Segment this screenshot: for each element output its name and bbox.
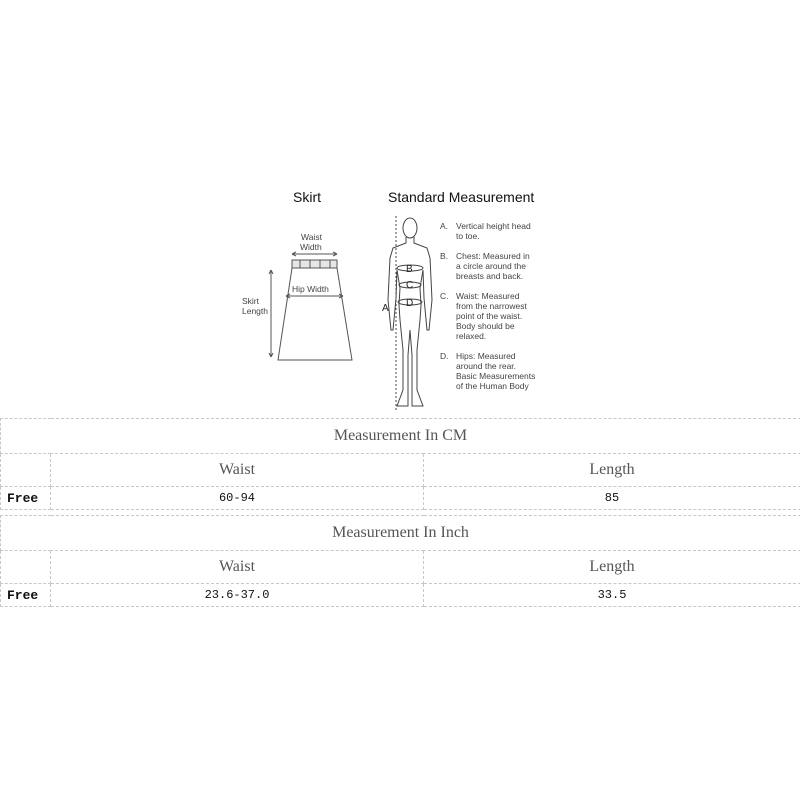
table-header-row	[1, 551, 800, 584]
svg-text:A.: A.	[440, 221, 449, 231]
svg-text:to toe.: to toe.	[456, 231, 480, 241]
table-row	[1, 584, 800, 607]
table-title-row	[1, 419, 800, 454]
skirt-length-label-1: Skirt	[242, 296, 259, 306]
length-value: 85	[424, 487, 800, 510]
table-row	[1, 487, 800, 510]
table-title: Measurement In CM	[1, 419, 800, 454]
svg-text:a circle around the: a circle around the	[456, 261, 526, 271]
body-letter-a: A	[382, 303, 389, 314]
header-waist: Waist	[51, 454, 424, 487]
svg-text:Hips: Measured: Hips: Measured	[456, 351, 516, 361]
table-title-row	[1, 516, 800, 551]
notes-a	[440, 221, 531, 241]
hip-width-label: Hip Width	[292, 284, 329, 294]
size-table-cm	[0, 418, 800, 510]
skirt-length-label-2: Length	[242, 306, 268, 316]
header-length: Length	[424, 551, 800, 584]
svg-text:C.: C.	[440, 291, 449, 301]
size-table-inch	[0, 515, 800, 607]
svg-text:Basic Measurements: Basic Measurements	[456, 371, 536, 381]
svg-text:B.: B.	[440, 251, 449, 261]
header-waist: Waist	[51, 551, 424, 584]
notes-c	[440, 291, 527, 341]
table-header-row	[1, 454, 800, 487]
svg-text:relaxed.: relaxed.	[456, 331, 487, 341]
measurement-illustration	[200, 180, 600, 415]
header-length: Length	[424, 454, 800, 487]
body-letter-c: C	[406, 280, 414, 291]
skirt-drawing	[269, 252, 352, 360]
waist-value: 23.6-37.0	[51, 584, 424, 607]
table-title: Measurement In Inch	[1, 516, 800, 551]
size-label: Free	[1, 584, 51, 607]
waist-width-label-1: Waist	[301, 232, 322, 242]
svg-text:from the narrowest: from the narrowest	[456, 301, 527, 311]
waist-value: 60-94	[51, 487, 424, 510]
svg-text:Chest: Measured in: Chest: Measured in	[456, 251, 530, 261]
svg-text:Vertical height head: Vertical height head	[456, 221, 531, 231]
body-letter-d: D	[406, 298, 414, 309]
length-value: 33.5	[424, 584, 800, 607]
size-label: Free	[1, 487, 51, 510]
standard-measurement-title: Standard Measurement	[388, 189, 535, 205]
size-diagram	[200, 180, 600, 415]
header-blank	[1, 454, 51, 487]
waist-width-label-2: Width	[300, 242, 322, 252]
notes-d	[440, 351, 535, 391]
svg-text:point of the waist.: point of the waist.	[456, 311, 523, 321]
notes-b	[440, 251, 530, 281]
body-silhouette	[388, 216, 432, 410]
svg-text:around the rear.: around the rear.	[456, 361, 517, 371]
svg-text:Body should be: Body should be	[456, 321, 515, 331]
svg-text:of the Human Body: of the Human Body	[456, 381, 529, 391]
svg-text:Waist: Measured: Waist: Measured	[456, 291, 520, 301]
header-blank	[1, 551, 51, 584]
svg-text:breasts and back.: breasts and back.	[456, 271, 524, 281]
svg-text:D.: D.	[440, 351, 449, 361]
body-letter-b: B	[406, 264, 413, 275]
skirt-title: Skirt	[293, 189, 321, 205]
